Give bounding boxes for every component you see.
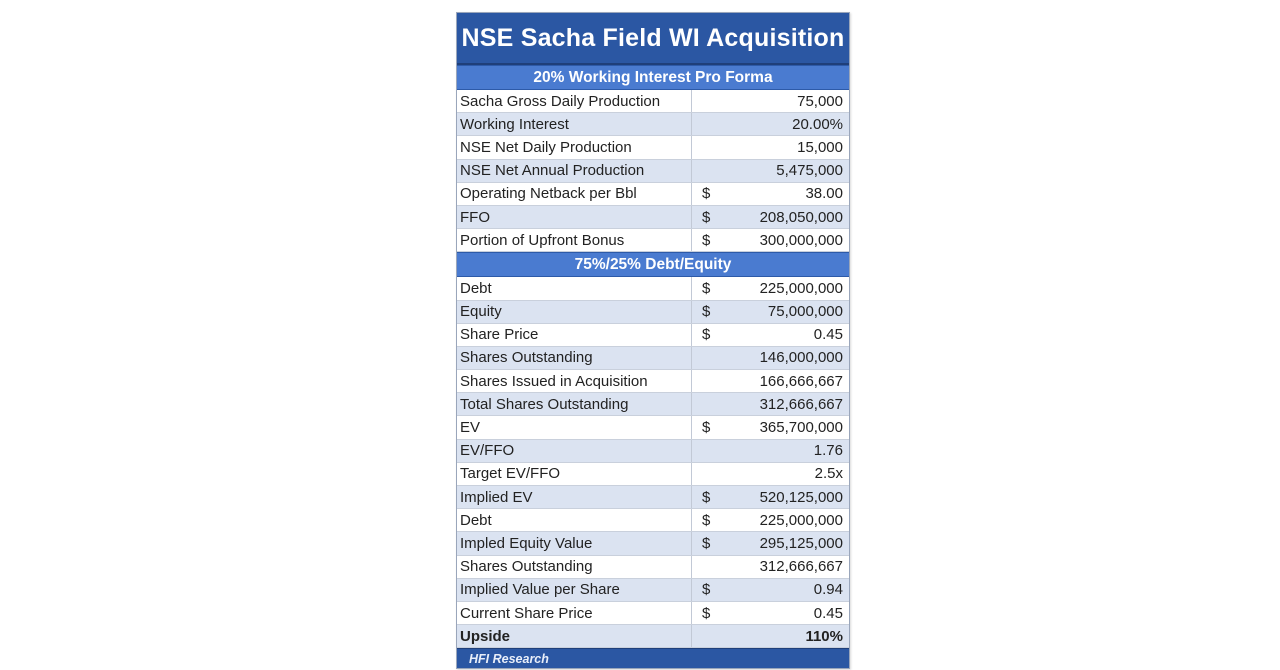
row-value-cell	[692, 625, 849, 647]
table-row	[457, 324, 849, 347]
row-label: Shares Issued in Acquisition	[457, 370, 692, 392]
row-value-cell	[692, 160, 849, 182]
row-value: 365,700,000	[759, 419, 843, 437]
row-value: 312,666,667	[759, 558, 843, 576]
row-value-cell	[692, 393, 849, 415]
row-value-cell	[692, 324, 849, 346]
table-row	[457, 532, 849, 555]
row-value: 208,050,000	[759, 208, 843, 226]
row-label: Debt	[457, 277, 692, 299]
table-row	[457, 486, 849, 509]
table-row	[457, 463, 849, 486]
row-value: 75,000,000	[767, 303, 843, 321]
row-label: EV/FFO	[457, 440, 692, 462]
row-value: 0.94	[813, 581, 843, 599]
row-value-cell	[692, 509, 849, 531]
row-value: 295,125,000	[759, 534, 843, 552]
row-label: Debt	[457, 509, 692, 531]
currency-symbol: $	[702, 511, 711, 529]
row-label: Equity	[457, 301, 692, 323]
row-value: 2.5x	[814, 465, 843, 483]
currency-symbol: $	[702, 488, 711, 506]
row-value: 20.00%	[792, 115, 843, 133]
currency-symbol: $	[702, 231, 711, 249]
row-value: 1.76	[813, 442, 843, 460]
table-row	[457, 416, 849, 439]
row-value-cell	[692, 602, 849, 624]
section-header: 75%/25% Debt/Equity	[457, 252, 849, 277]
currency-symbol: $	[702, 208, 711, 226]
acquisition-table	[456, 12, 850, 669]
table-row	[457, 229, 849, 252]
table-row	[457, 509, 849, 532]
row-label: Shares Outstanding	[457, 347, 692, 369]
row-value: 110%	[805, 627, 843, 645]
row-value-cell	[692, 532, 849, 554]
table-row	[457, 301, 849, 324]
row-value-cell	[692, 579, 849, 601]
table-title: NSE Sacha Field WI Acquisition	[457, 13, 849, 65]
table-row	[457, 347, 849, 370]
row-label: Operating Netback per Bbl	[457, 183, 692, 205]
currency-symbol: $	[702, 185, 711, 203]
row-label: NSE Net Annual Production	[457, 160, 692, 182]
currency-symbol: $	[702, 303, 711, 321]
row-value: 38.00	[805, 185, 843, 203]
row-value-cell	[692, 463, 849, 485]
row-label: Current Share Price	[457, 602, 692, 624]
row-label: Impled Equity Value	[457, 532, 692, 554]
table-row	[457, 277, 849, 300]
row-value: 146,000,000	[759, 349, 843, 367]
row-value-cell	[692, 440, 849, 462]
row-label: Share Price	[457, 324, 692, 346]
table-row	[457, 160, 849, 183]
table-row	[457, 90, 849, 113]
row-label: Total Shares Outstanding	[457, 393, 692, 415]
section-header: 20% Working Interest Pro Forma	[457, 65, 849, 90]
row-value: 5,475,000	[776, 162, 843, 180]
row-label: Portion of Upfront Bonus	[457, 229, 692, 251]
row-value: 15,000	[797, 138, 843, 156]
row-label: Shares Outstanding	[457, 556, 692, 578]
table-row	[457, 206, 849, 229]
footer-source: HFI Research	[457, 648, 849, 668]
row-value-cell	[692, 206, 849, 228]
row-value-cell	[692, 370, 849, 392]
row-value: 312,666,667	[759, 395, 843, 413]
table-row	[457, 183, 849, 206]
row-value: 0.45	[813, 604, 843, 622]
row-label: Upside	[457, 625, 692, 647]
row-value-cell	[692, 183, 849, 205]
row-label: NSE Net Daily Production	[457, 136, 692, 158]
row-label: Implied Value per Share	[457, 579, 692, 601]
row-value-cell	[692, 277, 849, 299]
row-value: 225,000,000	[759, 511, 843, 529]
table-row	[457, 393, 849, 416]
currency-symbol: $	[702, 279, 711, 297]
table-row	[457, 602, 849, 625]
currency-symbol: $	[702, 419, 711, 437]
row-label: FFO	[457, 206, 692, 228]
row-value-cell	[692, 136, 849, 158]
row-value: 166,666,667	[759, 372, 843, 390]
row-label: EV	[457, 416, 692, 438]
row-value-cell	[692, 301, 849, 323]
row-value: 0.45	[813, 326, 843, 344]
table-row	[457, 136, 849, 159]
row-label: Sacha Gross Daily Production	[457, 90, 692, 112]
table-row	[457, 440, 849, 463]
currency-symbol: $	[702, 326, 711, 344]
row-value-cell	[692, 347, 849, 369]
table-row	[457, 556, 849, 579]
currency-symbol: $	[702, 581, 711, 599]
row-value: 75,000	[797, 92, 843, 110]
row-value-cell	[692, 90, 849, 112]
currency-symbol: $	[702, 604, 711, 622]
table-row	[457, 625, 849, 648]
row-value-cell	[692, 556, 849, 578]
row-value-cell	[692, 416, 849, 438]
table-body	[457, 65, 849, 648]
row-label: Target EV/FFO	[457, 463, 692, 485]
table-row	[457, 370, 849, 393]
row-value-cell	[692, 229, 849, 251]
row-label: Implied EV	[457, 486, 692, 508]
currency-symbol: $	[702, 534, 711, 552]
row-value: 300,000,000	[759, 231, 843, 249]
row-label: Working Interest	[457, 113, 692, 135]
row-value-cell	[692, 486, 849, 508]
table-row	[457, 113, 849, 136]
table-row	[457, 579, 849, 602]
row-value: 225,000,000	[759, 279, 843, 297]
row-value-cell	[692, 113, 849, 135]
row-value: 520,125,000	[759, 488, 843, 506]
